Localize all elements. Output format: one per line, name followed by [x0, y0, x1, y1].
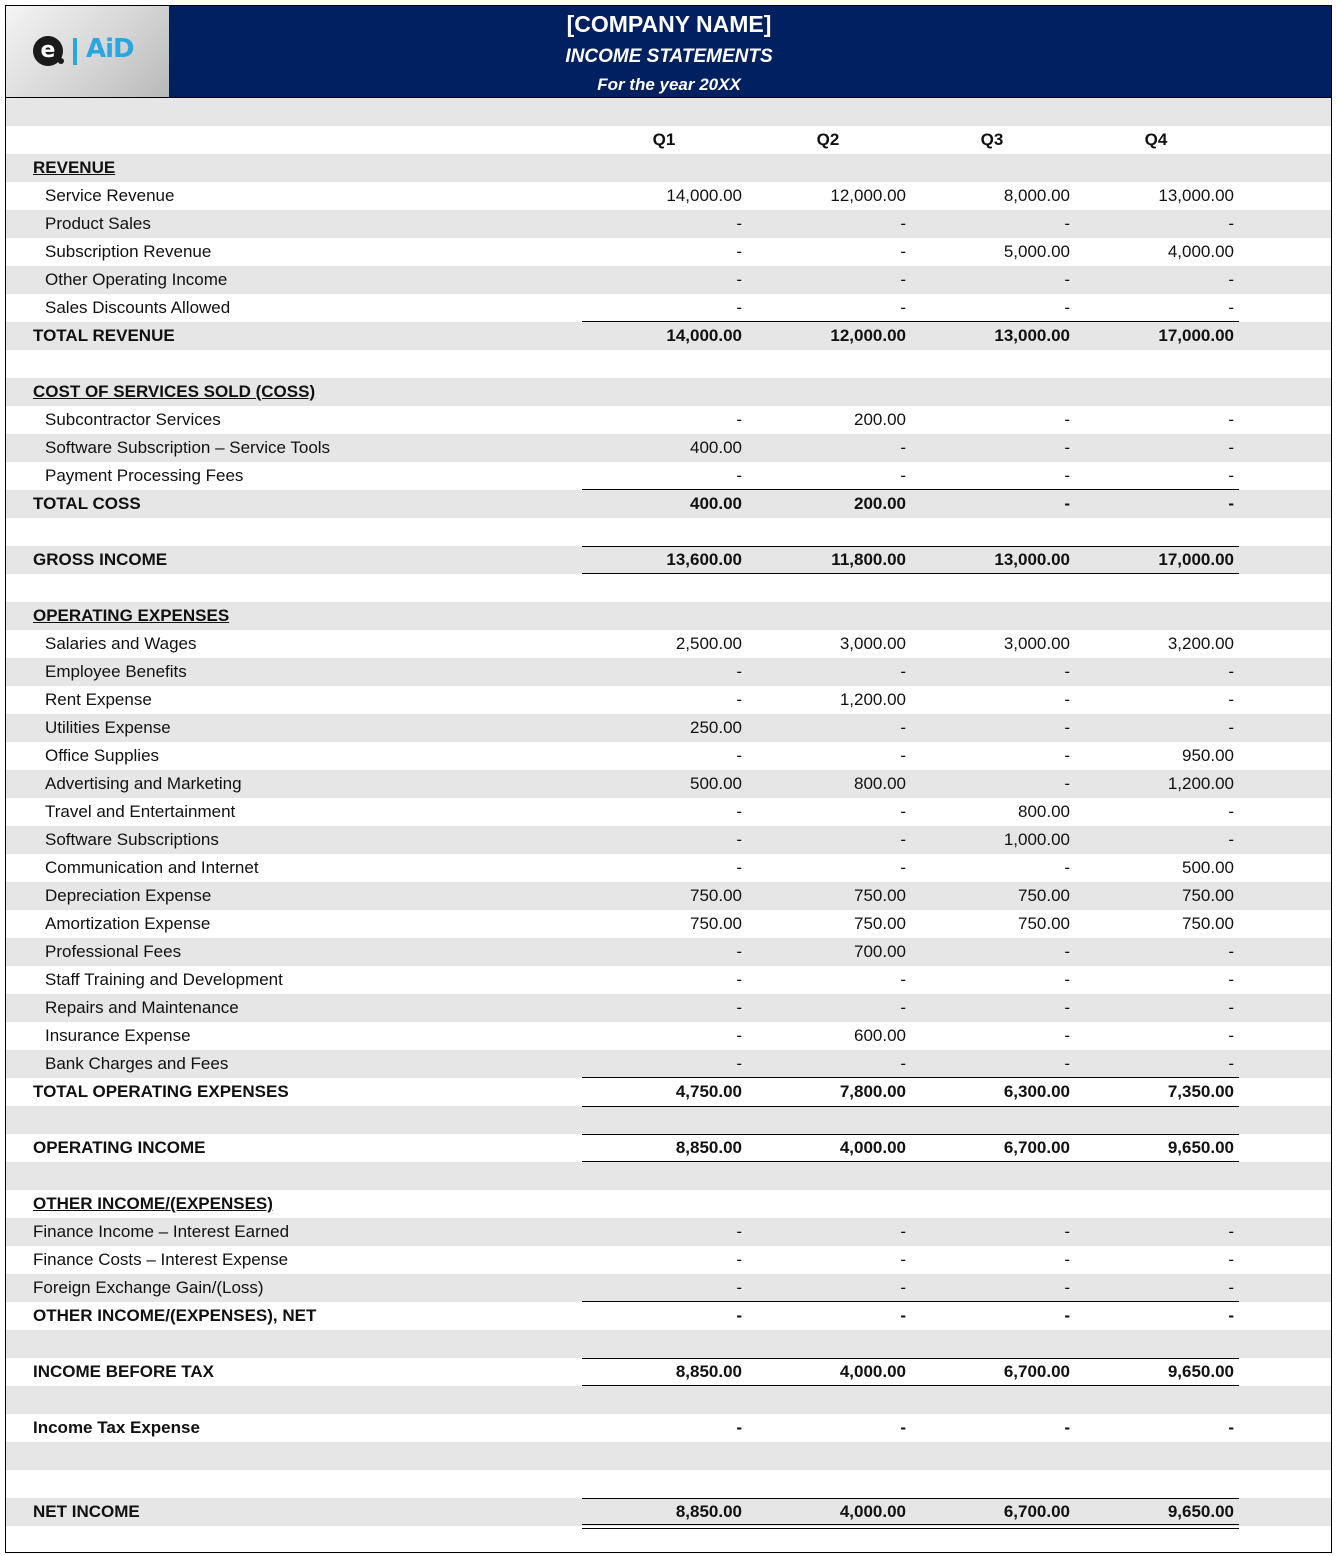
- q3-value: -: [1064, 690, 1070, 709]
- total-row: [6, 1302, 1331, 1330]
- q2-value: -: [900, 1306, 906, 1325]
- q4-value: 750.00: [1182, 914, 1234, 933]
- line-item: [6, 238, 1331, 266]
- q3-value: 6,700.00: [1003, 1362, 1070, 1381]
- q3-value: 1,000.00: [1003, 830, 1070, 849]
- q4-value: -: [1228, 438, 1234, 457]
- q4-value: -: [1228, 466, 1234, 485]
- blank-row: [6, 1442, 1331, 1470]
- q4-value: 17,000.00: [1158, 326, 1234, 345]
- logo-text: AiD: [86, 34, 134, 64]
- q4-value: -: [1228, 1306, 1234, 1325]
- q4-value: -: [1228, 1222, 1234, 1241]
- q2-value: -: [900, 1222, 906, 1241]
- q1-value: -: [736, 942, 742, 961]
- q1-value: -: [736, 998, 742, 1017]
- summary-row: [6, 1358, 1331, 1386]
- line-item: [6, 1022, 1331, 1050]
- q1-value: 500.00: [690, 774, 742, 793]
- q3-value: 750.00: [1018, 914, 1070, 933]
- line-item: [6, 686, 1331, 714]
- row-label: Payment Processing Fees: [45, 466, 244, 485]
- q2-value: -: [900, 214, 906, 233]
- q4-value: 1,200.00: [1167, 774, 1234, 793]
- q3-value: 6,700.00: [1003, 1502, 1070, 1521]
- q1-value: -: [736, 242, 742, 261]
- line-item: [6, 938, 1331, 966]
- line-item: [6, 294, 1331, 322]
- company-logo: [6, 6, 169, 97]
- line-item: [6, 266, 1331, 294]
- q4-value: 17,000.00: [1158, 550, 1234, 569]
- column-header-row: [6, 126, 1331, 154]
- q4-value: 9,650.00: [1167, 1138, 1234, 1157]
- q3-value: -: [1064, 1222, 1070, 1241]
- q1-value: 13,600.00: [666, 550, 742, 569]
- q2-value: 7,800.00: [839, 1082, 906, 1101]
- q3-value: -: [1064, 774, 1070, 793]
- q4-value: 4,000.00: [1167, 242, 1234, 261]
- q2-value: 4,000.00: [839, 1138, 906, 1157]
- line-item: [6, 854, 1331, 882]
- q1-value: 250.00: [690, 718, 742, 737]
- q2-value: 11,800.00: [831, 550, 906, 569]
- q2-value: -: [900, 466, 906, 485]
- statement-title: INCOME STATEMENTS: [565, 46, 773, 67]
- q4-value: -: [1228, 1250, 1234, 1269]
- line-item: [6, 658, 1331, 686]
- q2-value: 4,000.00: [839, 1362, 906, 1381]
- statement-table: [6, 98, 1331, 1553]
- q3-value: -: [1064, 1306, 1070, 1325]
- logo-dot-icon: [58, 58, 64, 64]
- line-item: [6, 1274, 1331, 1302]
- q4-value: -: [1228, 1278, 1234, 1297]
- q1-value: 8,850.00: [675, 1502, 742, 1521]
- q2-value: -: [900, 1250, 906, 1269]
- q3-value: 3,000.00: [1003, 634, 1070, 653]
- row-label: Communication and Internet: [45, 858, 259, 877]
- q2-value: -: [900, 270, 906, 289]
- summary-label: Income Tax Expense: [33, 1418, 200, 1437]
- q2-value: -: [900, 998, 906, 1017]
- line-item: [6, 826, 1331, 854]
- row-label: Finance Costs – Interest Expense: [33, 1250, 289, 1269]
- column-header-q3: Q3: [980, 130, 1004, 149]
- row-label: Bank Charges and Fees: [45, 1054, 229, 1073]
- q3-value: -: [1064, 410, 1070, 429]
- section-title: COST OF SERVICES SOLD (COSS): [33, 382, 316, 401]
- line-item: [6, 770, 1331, 798]
- line-item: [6, 182, 1331, 210]
- q4-value: -: [1228, 1054, 1234, 1073]
- q4-value: 750.00: [1182, 886, 1234, 905]
- summary-label: GROSS INCOME: [33, 550, 168, 569]
- section-title: REVENUE: [33, 158, 116, 177]
- q3-value: -: [1064, 942, 1070, 961]
- q4-value: -: [1228, 830, 1234, 849]
- q1-value: -: [736, 1250, 742, 1269]
- q1-value: -: [736, 1222, 742, 1241]
- q1-value: 400.00: [690, 438, 742, 457]
- line-item: [6, 1050, 1331, 1078]
- q4-value: -: [1228, 970, 1234, 989]
- logo-e-icon: e: [33, 36, 63, 66]
- q3-value: -: [1064, 298, 1070, 317]
- q3-value: -: [1064, 1278, 1070, 1297]
- q2-value: 700.00: [854, 942, 906, 961]
- section-title: OPERATING EXPENSES: [33, 606, 230, 625]
- q1-value: -: [736, 662, 742, 681]
- q2-value: 200.00: [854, 410, 906, 429]
- q1-value: 750.00: [690, 914, 742, 933]
- blank-row: [6, 1526, 1331, 1553]
- line-item: [6, 882, 1331, 910]
- row-label: Professional Fees: [45, 942, 182, 961]
- section-header: [6, 154, 1331, 182]
- row-label: Service Revenue: [45, 186, 175, 205]
- summary-row: [6, 546, 1331, 574]
- q4-value: -: [1228, 270, 1234, 289]
- q4-value: -: [1228, 410, 1234, 429]
- blank-row: [6, 518, 1331, 546]
- company-name: [COMPANY NAME]: [566, 11, 772, 37]
- summary-label: INCOME BEFORE TAX: [33, 1362, 215, 1381]
- section-header: [6, 378, 1331, 406]
- section-header: [6, 1190, 1331, 1218]
- line-item: [6, 742, 1331, 770]
- q1-value: -: [736, 1054, 742, 1073]
- q3-value: 5,000.00: [1003, 242, 1070, 261]
- total-label: TOTAL REVENUE: [33, 326, 175, 345]
- q2-value: 750.00: [854, 914, 906, 933]
- q3-value: 13,000.00: [994, 326, 1070, 345]
- column-header-q4: Q4: [1144, 130, 1168, 149]
- q1-value: -: [736, 1278, 742, 1297]
- q3-value: -: [1064, 1026, 1070, 1045]
- q1-value: 14,000.00: [666, 326, 742, 345]
- q2-value: -: [900, 830, 906, 849]
- column-header-q1: Q1: [652, 130, 676, 149]
- summary-label: OPERATING INCOME: [33, 1138, 206, 1157]
- row-label: Office Supplies: [45, 746, 160, 765]
- q3-value: 6,300.00: [1003, 1082, 1070, 1101]
- total-row: [6, 322, 1331, 350]
- q1-value: -: [736, 690, 742, 709]
- q4-value: -: [1228, 802, 1234, 821]
- q2-value: -: [900, 298, 906, 317]
- q2-value: -: [900, 242, 906, 261]
- line-item: [6, 714, 1331, 742]
- q1-value: -: [736, 970, 742, 989]
- row-label: Utilities Expense: [45, 718, 171, 737]
- blank-row: [6, 574, 1331, 602]
- q3-value: -: [1064, 438, 1070, 457]
- line-item: [6, 406, 1331, 434]
- q1-value: 8,850.00: [675, 1138, 742, 1157]
- q2-value: -: [900, 1418, 906, 1437]
- row-label: Software Subscription – Service Tools: [45, 438, 331, 457]
- q2-value: 200.00: [854, 494, 906, 513]
- q1-value: 14,000.00: [666, 186, 742, 205]
- q2-value: -: [900, 1054, 906, 1073]
- q2-value: 12,000.00: [830, 186, 906, 205]
- q2-value: -: [900, 438, 906, 457]
- q4-value: -: [1228, 690, 1234, 709]
- q4-value: 9,650.00: [1167, 1502, 1234, 1521]
- total-label: TOTAL COSS: [33, 494, 141, 513]
- q3-value: 800.00: [1018, 802, 1070, 821]
- q4-value: -: [1228, 1026, 1234, 1045]
- q3-value: -: [1064, 970, 1070, 989]
- row-label: Product Sales: [45, 214, 151, 233]
- q4-value: -: [1228, 718, 1234, 737]
- row-label: Finance Income – Interest Earned: [33, 1222, 290, 1241]
- line-item: [6, 910, 1331, 938]
- row-label: Repairs and Maintenance: [45, 998, 239, 1017]
- q3-value: -: [1064, 1250, 1070, 1269]
- q2-value: -: [900, 802, 906, 821]
- q1-value: -: [736, 214, 742, 233]
- q2-value: 12,000.00: [830, 326, 906, 345]
- total-row: [6, 490, 1331, 518]
- q1-value: -: [736, 858, 742, 877]
- row-label: Employee Benefits: [45, 662, 187, 681]
- q3-value: -: [1064, 214, 1070, 233]
- q3-value: -: [1064, 662, 1070, 681]
- q1-value: -: [736, 1306, 742, 1325]
- q4-value: -: [1228, 998, 1234, 1017]
- row-label: Software Subscriptions: [45, 830, 219, 849]
- row-label: Travel and Entertainment: [45, 802, 236, 821]
- q4-value: -: [1228, 214, 1234, 233]
- line-item: [6, 462, 1331, 490]
- q4-value: 950.00: [1182, 746, 1234, 765]
- q2-value: 4,000.00: [839, 1502, 906, 1521]
- line-item: [6, 434, 1331, 462]
- row-label: Other Operating Income: [45, 270, 228, 289]
- summary-row: [6, 1134, 1331, 1162]
- q4-value: -: [1228, 494, 1234, 513]
- q4-value: -: [1228, 298, 1234, 317]
- q4-value: 9,650.00: [1167, 1362, 1234, 1381]
- summary-label: NET INCOME: [33, 1502, 140, 1521]
- blank-row: [6, 98, 1331, 126]
- q1-value: -: [736, 746, 742, 765]
- row-label: Salaries and Wages: [45, 634, 197, 653]
- blank-row: [6, 1330, 1331, 1358]
- section-title: OTHER INCOME/(EXPENSES): [33, 1194, 273, 1213]
- row-label: Rent Expense: [45, 690, 152, 709]
- row-label: Subcontractor Services: [45, 410, 221, 429]
- row-label: Amortization Expense: [45, 914, 211, 933]
- q3-value: -: [1064, 466, 1070, 485]
- q4-value: -: [1228, 1418, 1234, 1437]
- blank-row: [6, 1106, 1331, 1134]
- q4-value: -: [1228, 662, 1234, 681]
- q2-value: -: [900, 970, 906, 989]
- q3-value: -: [1064, 494, 1070, 513]
- q2-value: -: [900, 718, 906, 737]
- summary-row: [6, 1414, 1331, 1442]
- row-label: Sales Discounts Allowed: [45, 298, 231, 317]
- q3-value: 750.00: [1018, 886, 1070, 905]
- logo-divider-icon: [73, 38, 77, 65]
- total-label: OTHER INCOME/(EXPENSES), NET: [33, 1306, 317, 1325]
- q4-value: -: [1228, 942, 1234, 961]
- row-label: Insurance Expense: [45, 1026, 191, 1045]
- section-header: [6, 602, 1331, 630]
- statement-frame: [5, 5, 1332, 1553]
- q2-value: 750.00: [854, 886, 906, 905]
- q1-value: 8,850.00: [675, 1362, 742, 1381]
- q4-value: 500.00: [1182, 858, 1234, 877]
- q1-value: -: [736, 466, 742, 485]
- q3-value: 6,700.00: [1003, 1138, 1070, 1157]
- q2-value: 3,000.00: [839, 634, 906, 653]
- q2-value: -: [900, 1278, 906, 1297]
- q1-value: -: [736, 1026, 742, 1045]
- line-item: [6, 1246, 1331, 1274]
- q3-value: -: [1064, 718, 1070, 737]
- q1-value: 750.00: [690, 886, 742, 905]
- blank-row: [6, 350, 1331, 378]
- row-label: Subscription Revenue: [45, 242, 212, 261]
- q3-value: -: [1064, 1054, 1070, 1073]
- q2-value: 1,200.00: [839, 690, 906, 709]
- line-item: [6, 630, 1331, 658]
- blank-row: [6, 1162, 1331, 1190]
- q2-value: -: [900, 858, 906, 877]
- q2-value: 800.00: [854, 774, 906, 793]
- row-label: Depreciation Expense: [45, 886, 212, 905]
- q3-value: -: [1064, 1418, 1070, 1437]
- q1-value: 400.00: [690, 494, 742, 513]
- q1-value: 4,750.00: [675, 1082, 742, 1101]
- q2-value: 600.00: [854, 1026, 906, 1045]
- q4-value: 3,200.00: [1167, 634, 1234, 653]
- row-label: Advertising and Marketing: [45, 774, 242, 793]
- blank-row: [6, 1470, 1331, 1498]
- q1-value: 2,500.00: [675, 634, 742, 653]
- column-header-q2: Q2: [816, 130, 840, 149]
- line-item: [6, 798, 1331, 826]
- q3-value: 13,000.00: [994, 550, 1070, 569]
- line-item: [6, 1218, 1331, 1246]
- q4-value: 7,350.00: [1167, 1082, 1234, 1101]
- q1-value: -: [736, 410, 742, 429]
- q2-value: -: [900, 662, 906, 681]
- q3-value: -: [1064, 858, 1070, 877]
- q1-value: -: [736, 298, 742, 317]
- total-row: [6, 1078, 1331, 1106]
- q4-value: 13,000.00: [1158, 186, 1234, 205]
- q1-value: -: [736, 802, 742, 821]
- line-item: [6, 210, 1331, 238]
- row-label: Foreign Exchange Gain/(Loss): [33, 1278, 264, 1297]
- total-label: TOTAL OPERATING EXPENSES: [33, 1082, 289, 1101]
- q1-value: -: [736, 1418, 742, 1437]
- q3-value: -: [1064, 746, 1070, 765]
- q3-value: 8,000.00: [1003, 186, 1070, 205]
- q1-value: -: [736, 270, 742, 289]
- q3-value: -: [1064, 270, 1070, 289]
- q2-value: -: [900, 746, 906, 765]
- summary-row: [6, 1498, 1331, 1526]
- q3-value: -: [1064, 998, 1070, 1017]
- statement-period: For the year 20XX: [597, 75, 741, 94]
- blank-row: [6, 1386, 1331, 1414]
- line-item: [6, 966, 1331, 994]
- header-banner: [6, 6, 1331, 98]
- line-item: [6, 994, 1331, 1022]
- q1-value: -: [736, 830, 742, 849]
- row-label: Staff Training and Development: [45, 970, 283, 989]
